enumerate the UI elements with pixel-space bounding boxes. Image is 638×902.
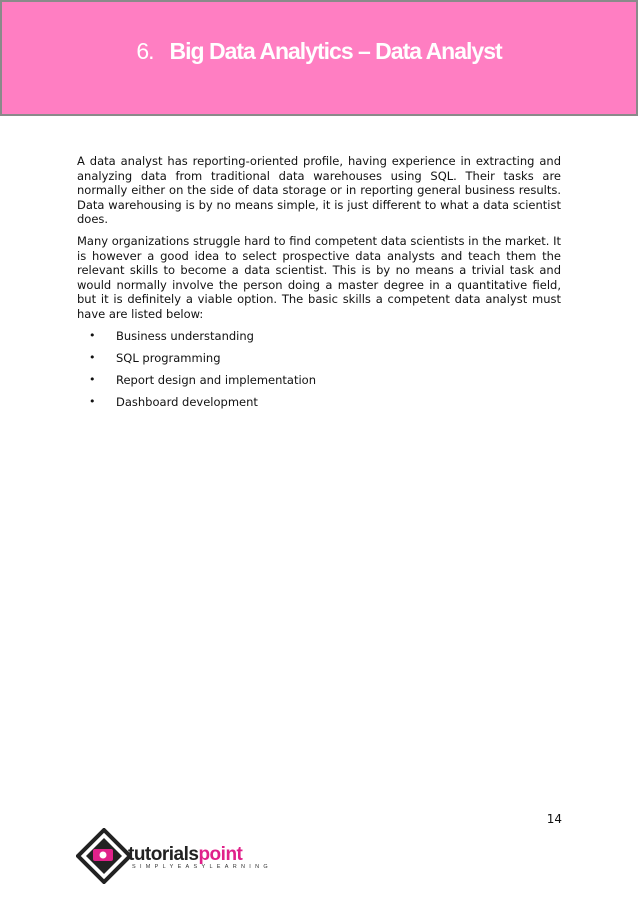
list-item bbox=[77, 351, 561, 366]
list-item-text: Report design and implementation bbox=[116, 372, 316, 387]
skills-list bbox=[77, 329, 561, 410]
bullet-icon: • bbox=[89, 350, 96, 364]
bullet-icon: • bbox=[89, 372, 96, 386]
list-item-text: Dashboard development bbox=[116, 395, 258, 410]
logo-wordmark: tutorialspoint bbox=[128, 844, 243, 865]
chapter-title bbox=[2, 38, 636, 65]
bullet-icon: • bbox=[89, 328, 96, 342]
chapter-number: 6. bbox=[136, 38, 154, 64]
bullet-icon: • bbox=[89, 395, 96, 409]
paragraph-2: Many organizations struggle hard to find competent data scientists in the market. It is however a good idea to select prospective data analysts and teach them the relevant skills to become a data scientist. This is by no means a trivial task and would normally involve the person doing a master degree in a quantitative field, but it is definitely a viable option. The basic skills a competent data analyst must have are listed below: bbox=[77, 233, 561, 321]
list-item bbox=[77, 329, 561, 344]
list-item-text: Business understanding bbox=[116, 328, 254, 343]
list-item-text: SQL programming bbox=[116, 350, 221, 365]
paragraph-1: A data analyst has reporting-oriented profile, having experience in extracting and analyzing data from traditional data warehouses using SQL. Their tasks are normally either on the side of data storage or in reporting general business results. Data warehousing is by no means simple, it is just different to what a data scientist does. bbox=[77, 154, 561, 227]
tutorialspoint-logo bbox=[76, 828, 276, 886]
list-item bbox=[77, 395, 561, 410]
logo-diamond-icon bbox=[76, 828, 132, 884]
logo-tagline: SIMPLYEASYLEARNING bbox=[132, 864, 272, 870]
chapter-title-text: Big Data Analytics – Data Analyst bbox=[169, 38, 502, 64]
chapter-banner bbox=[0, 0, 638, 116]
page-number: 14 bbox=[546, 812, 562, 826]
list-item bbox=[77, 373, 561, 388]
page-content bbox=[77, 154, 561, 417]
